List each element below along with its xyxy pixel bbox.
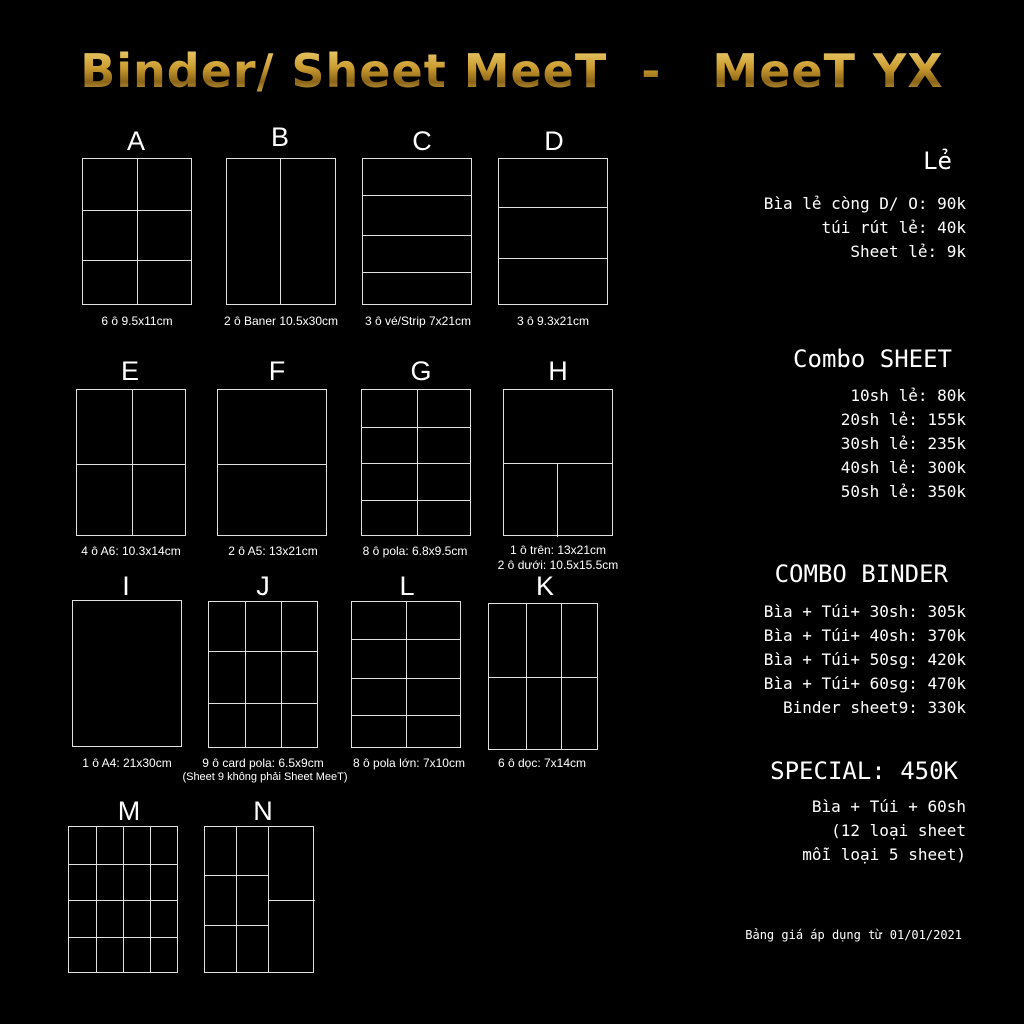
- sheet-c-caption: 3 ô vé/Strip 7x21cm: [364, 314, 472, 328]
- sheet-l-layout: [351, 601, 461, 748]
- sheet-k-layout: [488, 603, 598, 750]
- price-combo-binder-item: Bìa + Túi+ 60sg: 470k: [763, 674, 966, 693]
- sheet-e-layout: [76, 389, 186, 536]
- page-title: Binder/ Sheet MeeT - MeeT YX: [0, 44, 1024, 98]
- sheet-n-letter: N: [253, 796, 273, 826]
- sheet-c-layout: [362, 158, 472, 305]
- sheet-k-caption: 6 ô dọc: 7x14cm: [497, 756, 587, 770]
- sheet-l-caption: 8 ô pola lớn: 7x10cm: [353, 756, 465, 770]
- sheet-n-layout: [204, 826, 314, 973]
- sheet-l-letter: L: [399, 571, 415, 601]
- sheet-a-layout: [82, 158, 192, 305]
- sheet-e-letter: E: [120, 356, 139, 386]
- price-footnote: Bảng giá áp dụng từ 01/01/2021: [745, 928, 962, 942]
- sheet-g-caption: 8 ô pola: 6.8x9.5cm: [362, 544, 468, 558]
- price-special-item: Bìa + Túi + 60sh: [811, 797, 966, 816]
- price-combo-sheet-heading: Combo SHEET: [793, 345, 952, 373]
- price-combo-sheet-item: 50sh lẻ: 350k: [840, 482, 966, 501]
- sheet-j-caption-2: (Sheet 9 không phải Sheet MeeT): [182, 771, 348, 783]
- sheet-m-layout: [68, 826, 178, 973]
- sheet-b-caption: 2 ô Baner 10.5x30cm: [223, 314, 339, 328]
- price-combo-sheet-item: 20sh lẻ: 155k: [840, 410, 966, 429]
- price-special-item: (12 loại sheet: [831, 821, 966, 840]
- price-le-item: Bìa lẻ còng D/ O: 90k: [763, 194, 966, 213]
- sheet-a-caption: 6 ô 9.5x11cm: [101, 314, 173, 328]
- price-combo-binder-item: Bìa + Túi+ 30sh: 305k: [763, 602, 966, 621]
- price-combo-binder-item: Bìa + Túi+ 50sg: 420k: [763, 650, 966, 669]
- sheet-b-letter: B: [270, 122, 289, 152]
- sheet-f-letter: F: [268, 356, 286, 386]
- sheet-d-layout: [498, 158, 608, 305]
- sheet-i-layout: [72, 600, 182, 747]
- sheet-j-layout: [208, 601, 318, 748]
- sheet-h-caption-2: 2 ô dưới: 10.5x15.5cm: [497, 558, 619, 572]
- sheet-h-caption: 1 ô trên: 13x21cm: [509, 543, 607, 557]
- sheet-k-letter: K: [535, 571, 554, 601]
- sheet-j-caption: 9 ô card pola: 6.5x9cm: [202, 756, 324, 770]
- sheet-g-layout: [361, 389, 471, 536]
- price-le-item: túi rút lẻ: 40k: [821, 218, 966, 237]
- price-combo-sheet-item: 40sh lẻ: 300k: [840, 458, 966, 477]
- sheet-h-letter: H: [548, 356, 568, 386]
- price-le-item: Sheet lẻ: 9k: [850, 242, 966, 261]
- sheet-d-letter: D: [544, 126, 564, 156]
- price-special-heading: SPECIAL: 450K: [770, 757, 958, 785]
- sheet-c-letter: C: [412, 126, 432, 156]
- sheet-g-letter: G: [410, 356, 432, 386]
- price-combo-sheet-item: 10sh lẻ: 80k: [850, 386, 966, 405]
- sheet-e-caption: 4 ô A6: 10.3x14cm: [81, 544, 181, 558]
- price-special-item: mỗi loại 5 sheet): [802, 845, 966, 864]
- sheet-b-layout: [226, 158, 336, 305]
- sheet-j-letter: J: [256, 571, 270, 601]
- price-combo-binder-item: Bìa + Túi+ 40sh: 370k: [763, 626, 966, 645]
- sheet-d-caption: 3 ô 9.3x21cm: [516, 314, 590, 328]
- sheet-f-caption: 2 ô A5: 13x21cm: [228, 544, 318, 558]
- price-combo-binder-item: Binder sheet9: 330k: [782, 698, 966, 717]
- price-combo-binder-heading: COMBO BINDER: [774, 560, 948, 588]
- sheet-f-layout: [217, 389, 327, 536]
- sheet-a-letter: A: [126, 126, 145, 156]
- price-le-heading: Lẻ: [923, 147, 952, 175]
- price-combo-sheet-item: 30sh lẻ: 235k: [840, 434, 966, 453]
- sheet-i-caption: 1 ô A4: 21x30cm: [82, 756, 172, 770]
- sheet-i-letter: I: [122, 571, 130, 601]
- sheet-h-layout: [503, 389, 613, 536]
- sheet-m-letter: M: [117, 796, 141, 826]
